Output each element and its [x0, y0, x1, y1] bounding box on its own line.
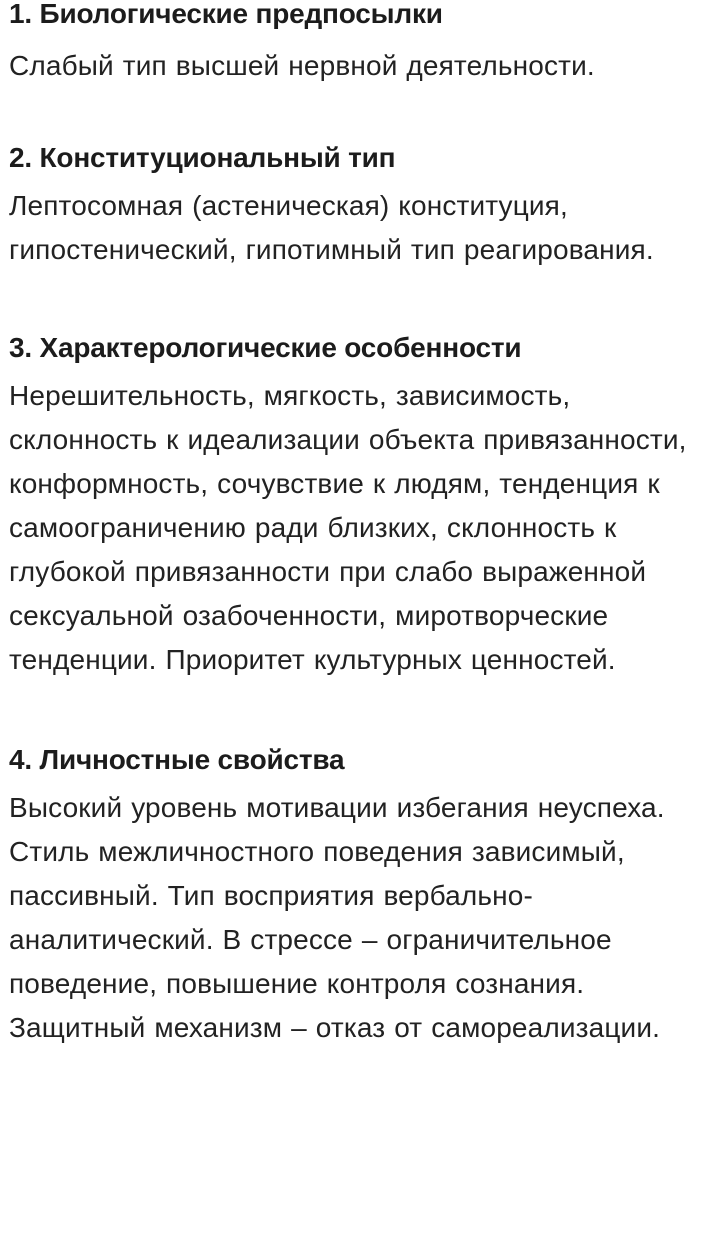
- section-body: Лептосомная (астеническая) конституция, гипостенический, гипотимный тип реагирования.: [9, 190, 654, 265]
- section-body: Высокий уровень мотивации избегания неуспеха. Стиль межличностного поведения зависимый, пассивный. Тип восприятия вербально-аналитический. В стрессе – ограничительное поведение, повышение контроля сознания. Защитный механизм – отказ от самореализации.: [9, 792, 665, 1043]
- section-personal-properties: [9, 740, 710, 1050]
- section-constitutional-type: [9, 138, 710, 272]
- section-heading: 4. Личностные свойства: [9, 744, 345, 775]
- section-heading: 3. Характерологические особенности: [9, 332, 522, 363]
- section-biological-prerequisites: [9, 0, 710, 88]
- section-character-traits: [9, 328, 710, 682]
- section-heading: 2. Конституциональный тип: [9, 142, 396, 173]
- section-body: Слабый тип высшей нервной деятельности.: [9, 50, 595, 81]
- section-body: Нерешительность, мягкость, зависимость, склонность к идеализации объекта привязанности, конформность, сочувствие к людям, тенденция к самоограничению ради близких, склонность к глубокой привязанности при слабо выраженной сексуальной озабоченности, миротворческие тенденции. Приоритет культурных ценностей.: [9, 380, 687, 675]
- section-heading: 1. Биологические предпосылки: [9, 0, 443, 29]
